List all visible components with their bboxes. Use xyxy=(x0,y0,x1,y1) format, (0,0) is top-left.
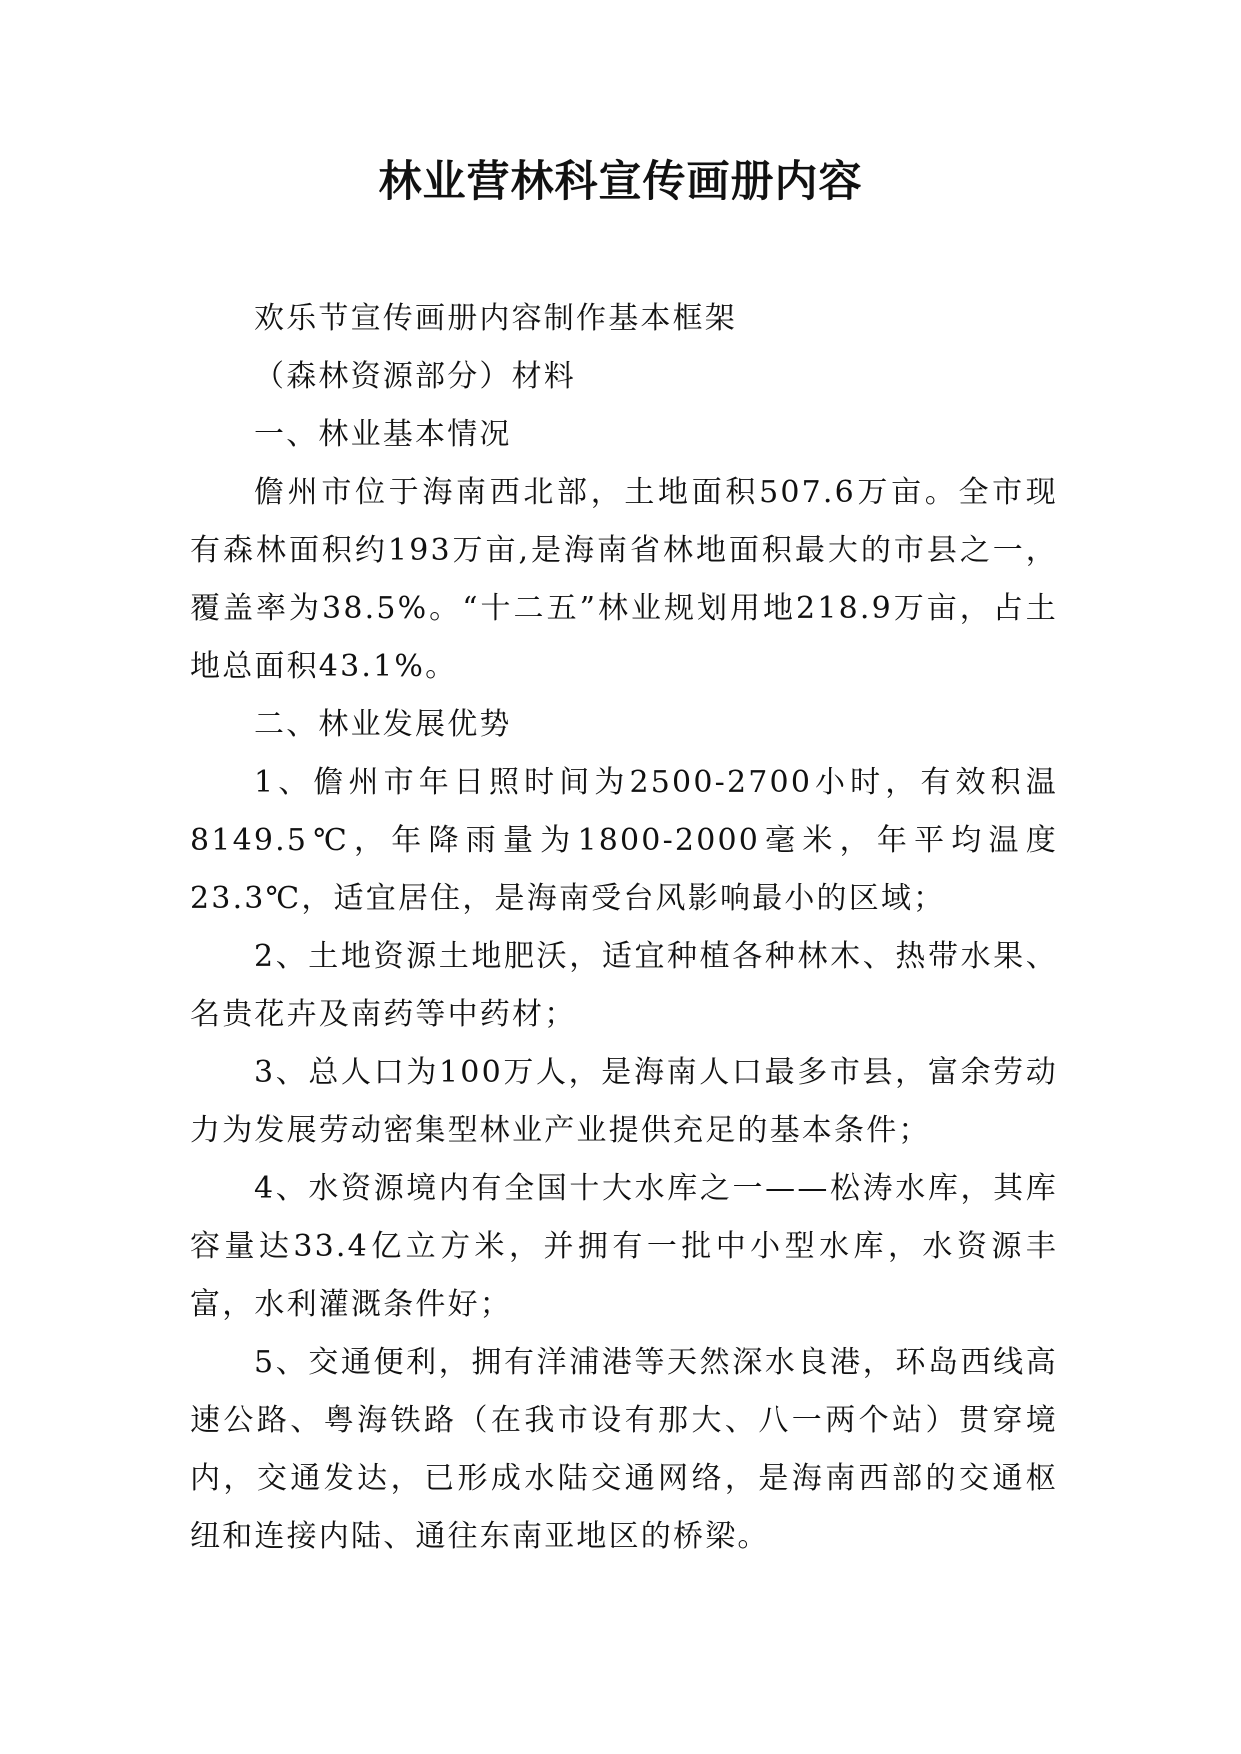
section-heading-advantages: 二、林业发展优势 xyxy=(254,707,512,742)
document-body xyxy=(190,290,1058,1566)
paragraph-advantage-population: 3、总人口为100万人，是海南人口最多市县，富余劳动力为发展劳动密集型林业产业提供充足的基本条件； xyxy=(190,1055,1059,1148)
document-title: 林业营林科宣传画册内容 xyxy=(378,157,863,207)
paragraph-framework: 欢乐节宣传画册内容制作基本框架 xyxy=(254,301,737,336)
paragraph-material: （森林资源部分）材料 xyxy=(254,359,576,394)
paragraph-advantage-transport: 5、交通便利，拥有洋浦港等天然深水良港，环岛西线高速公路、粤海铁路（在我市设有那大、八一两个站）贯穿境内，交通发达，已形成水陆交通网络，是海南西部的交通枢纽和连接内陆、通往东南亚地区的桥梁。 xyxy=(190,1345,1058,1554)
paragraph-advantage-climate: 1、儋州市年日照时间为2500-2700小时，有效积温8149.5℃，年降雨量为1800-2000毫米，年平均温度23.3℃，适宜居住，是海南受台风影响最小的区域； xyxy=(190,765,1058,916)
section-heading-basic-situation: 一、林业基本情况 xyxy=(254,417,512,452)
paragraph-advantage-water: 4、水资源境内有全国十大水库之一——松涛水库，其库容量达33.4亿立方米，并拥有一批中小型水库，水资源丰富，水利灌溉条件好； xyxy=(190,1171,1058,1322)
paragraph-advantage-land: 2、土地资源土地肥沃，适宜种植各种林木、热带水果、名贵花卉及南药等中药材； xyxy=(190,939,1058,1032)
paragraph-basic-situation: 儋州市位于海南西北部，土地面积507.6万亩。全市现有森林面积约193万亩,是海南省林地面积最大的市县之一，覆盖率为38.5%。“十二五”林业规划用地218.9万亩，占土地总面积43.1%。 xyxy=(190,475,1058,684)
